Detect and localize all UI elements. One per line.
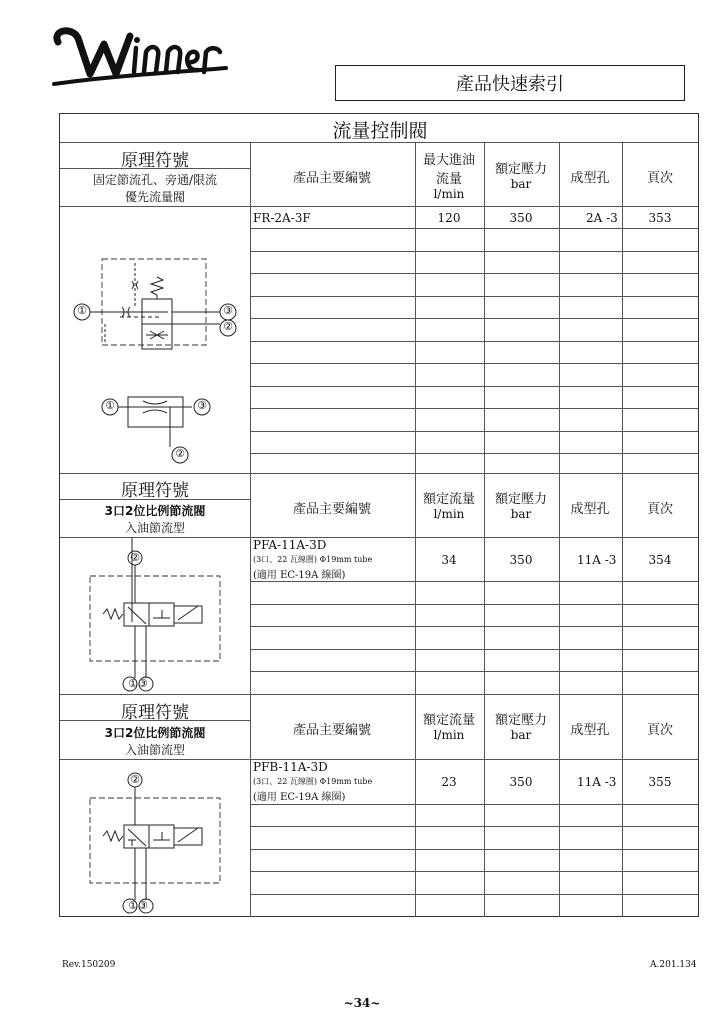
page-value: 354 [648,553,672,567]
header-model: 產品主要編號 [292,171,372,186]
header-port: 成型孔 [570,171,610,186]
model-note: (3口、22 瓦線圈) Φ19mm tube [253,777,373,786]
header-flow: 額定流量 [422,492,476,507]
header-pressure-unit: bar [510,177,532,191]
port-marker: ② [130,551,140,564]
brand-text: Winner [50,22,54,23]
header-pressure: 額定壓力 [494,162,548,177]
section-desc-line: 3口2位比例節流閥 [104,504,206,518]
header-page: 頁次 [646,171,674,186]
flow-value: 23 [441,775,457,789]
port-marker: ① [77,304,87,317]
flow-value: 34 [441,553,457,567]
pressure-value: 350 [509,211,533,225]
header-pressure-unit: bar [510,728,532,742]
port-marker: ③ [223,304,233,317]
header-port: 成型孔 [570,502,610,517]
header-page: 頁次 [646,502,674,517]
flow-control-table [59,113,699,917]
port-value: 11A -3 [577,775,617,789]
port-value: 2A -3 [586,211,618,225]
section-desc-line: 入油節流型 [124,521,186,535]
page-value: 355 [648,775,672,789]
header-model: 產品主要編號 [292,502,372,517]
pressure-value: 350 [509,553,533,567]
header-flow-unit: l/min [433,728,465,742]
model-note: (3口、22 瓦線圈) Φ19mm tube [253,555,373,564]
priority-flow-valve-symbol [60,207,250,472]
symbol-label: 原理符號 [121,151,189,171]
model-number: PFA-11A-3D [253,538,327,552]
header-page: 頁次 [646,723,674,738]
table-title: 流量控制閥 [332,120,428,142]
section-desc-line: 固定節流孔、旁通/限流 [92,173,218,187]
port-marker: ② [130,773,140,786]
document-code: A.201.134 [650,960,697,970]
header-flow: 額定流量 [422,713,476,728]
port-marker: ①③ [128,899,148,912]
section-desc-line: 優先流量閥 [124,190,186,204]
header-port: 成型孔 [570,723,610,738]
header-flow-unit: l/min [433,187,465,201]
model-note: (適用 EC-19A 線圈) [253,792,346,803]
port-marker: ①③ [128,677,148,690]
section-desc-line: 入油節流型 [124,743,186,757]
header-pressure: 額定壓力 [494,492,548,507]
page-number: ~34~ [343,996,381,1010]
section-desc-line: 3口2位比例節流閥 [104,726,206,740]
proportional-valve-symbol-a [60,538,250,693]
model-number: FR-2A-3F [253,211,311,225]
header-model: 產品主要編號 [292,723,372,738]
flow-value: 120 [437,211,461,225]
product-index-title: 產品快速索引 [335,65,685,101]
header-flow-unit: l/min [433,507,465,521]
header-pressure-unit: bar [510,507,532,521]
port-marker: ② [175,447,185,460]
port-marker: ① [105,399,115,412]
winner-logo [50,22,230,102]
symbol-label: 原理符號 [121,481,189,501]
page-value: 353 [648,211,672,225]
proportional-valve-symbol-b [60,760,250,916]
header-pressure: 額定壓力 [494,713,548,728]
port-marker: ③ [197,399,207,412]
symbol-label: 原理符號 [121,703,189,723]
model-note: (適用 EC-19A 線圈) [253,570,346,581]
header-flow: 最大進油 [422,153,476,168]
model-number: PFB-11A-3D [253,760,328,774]
header-flow: 流量 [435,172,463,187]
pressure-value: 350 [509,775,533,789]
port-value: 11A -3 [577,553,617,567]
revision-code: Rev.150209 [62,960,116,970]
port-marker: ② [223,320,233,333]
